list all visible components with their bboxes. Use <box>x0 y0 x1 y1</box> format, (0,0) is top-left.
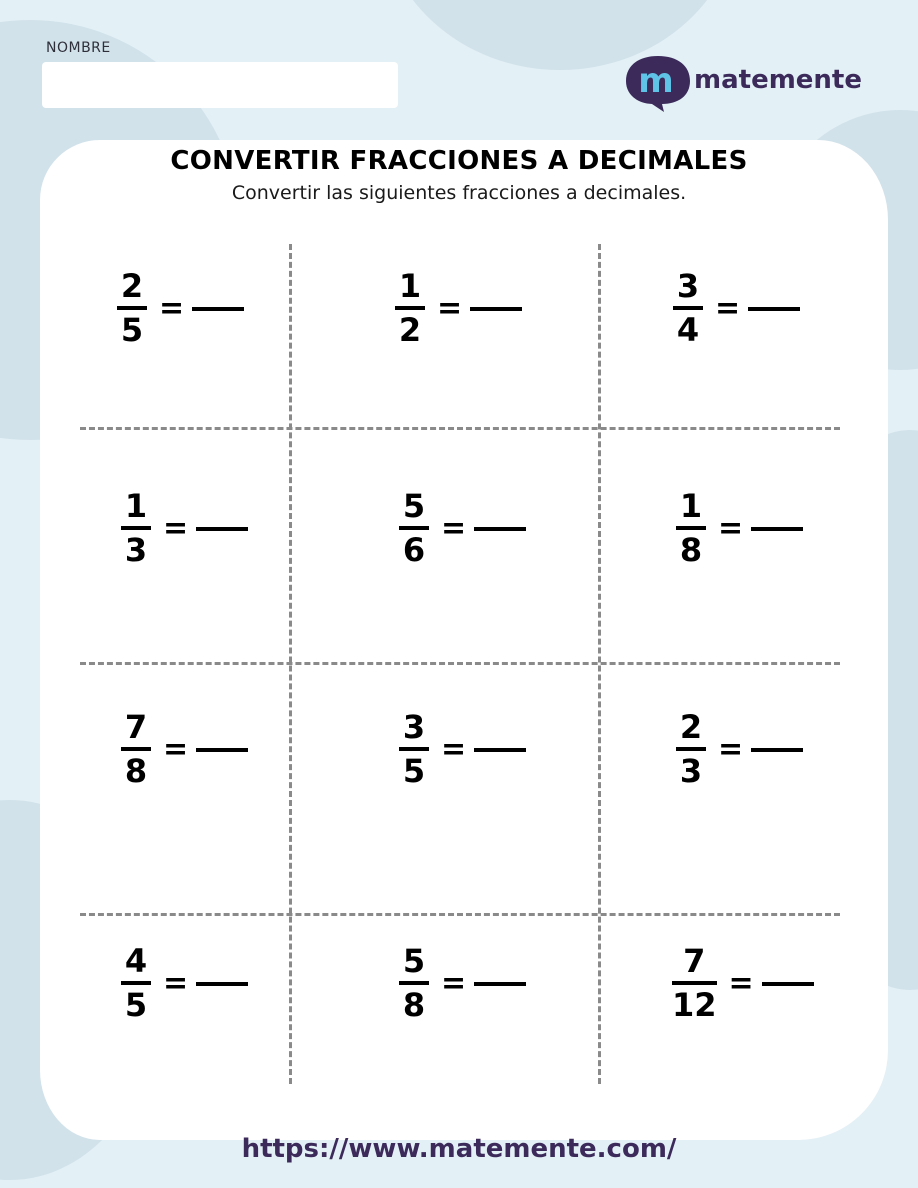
answer-blank[interactable] <box>748 307 800 311</box>
equals-sign: = <box>728 965 754 1001</box>
numerator: 7 <box>683 942 706 980</box>
answer-blank[interactable] <box>192 307 244 311</box>
name-field[interactable] <box>42 62 398 108</box>
fraction-problem <box>395 267 522 349</box>
numerator: 1 <box>679 487 703 525</box>
brand-name: matemente <box>694 65 862 95</box>
denominator: 5 <box>124 986 148 1024</box>
denominator: 8 <box>679 531 703 569</box>
answer-blank[interactable] <box>474 748 526 752</box>
denominator: 5 <box>120 311 144 349</box>
fraction-problem <box>121 487 248 569</box>
answer-blank[interactable] <box>762 982 814 986</box>
logo-letter: m <box>638 61 674 101</box>
row-divider <box>80 662 840 665</box>
fraction-problem <box>672 942 814 1024</box>
fraction-problem <box>121 708 248 790</box>
answer-blank[interactable] <box>751 527 803 531</box>
answer-blank[interactable] <box>196 527 248 531</box>
numerator: 1 <box>124 487 148 525</box>
denominator: 8 <box>124 752 148 790</box>
denominator: 2 <box>398 311 422 349</box>
fraction-problem <box>399 942 526 1024</box>
equals-sign: = <box>159 290 185 326</box>
numerator: 2 <box>679 708 703 746</box>
speech-bubble-logo-icon <box>624 52 692 114</box>
equals-sign: = <box>715 290 741 326</box>
equals-sign: = <box>441 731 467 767</box>
denominator: 5 <box>402 752 426 790</box>
brand-logo[interactable] <box>624 52 862 114</box>
numerator: 2 <box>120 267 144 305</box>
equals-sign: = <box>437 290 463 326</box>
numerator: 7 <box>124 708 148 746</box>
numerator: 1 <box>398 267 422 305</box>
denominator: 4 <box>676 311 700 349</box>
answer-blank[interactable] <box>196 982 248 986</box>
row-divider <box>80 913 840 916</box>
equals-sign: = <box>163 731 189 767</box>
name-label: NOMBRE <box>46 40 111 56</box>
answer-blank[interactable] <box>196 748 248 752</box>
equals-sign: = <box>441 965 467 1001</box>
equals-sign: = <box>441 510 467 546</box>
row-divider <box>80 427 840 430</box>
answer-blank[interactable] <box>474 527 526 531</box>
fraction-problem <box>676 708 803 790</box>
numerator: 4 <box>124 942 148 980</box>
denominator: 6 <box>402 531 426 569</box>
denominator: 3 <box>124 531 148 569</box>
answer-blank[interactable] <box>751 748 803 752</box>
fraction-problem <box>673 267 800 349</box>
numerator: 3 <box>676 267 700 305</box>
numerator: 5 <box>402 942 426 980</box>
worksheet-instructions: Convertir las siguientes fracciones a decimales. <box>231 182 687 204</box>
equals-sign: = <box>718 510 744 546</box>
answer-blank[interactable] <box>470 307 522 311</box>
fraction-problem <box>117 267 244 349</box>
fraction-problem <box>399 487 526 569</box>
worksheet-title: CONVERTIR FRACCIONES A DECIMALES <box>170 146 748 176</box>
denominator: 8 <box>402 986 426 1024</box>
equals-sign: = <box>718 731 744 767</box>
fraction-problem <box>676 487 803 569</box>
fraction-problem <box>399 708 526 790</box>
footer-url[interactable]: https://www.matemente.com/ <box>241 1134 677 1164</box>
equals-sign: = <box>163 510 189 546</box>
fraction-problem <box>121 942 248 1024</box>
denominator: 12 <box>672 986 717 1024</box>
numerator: 3 <box>402 708 426 746</box>
equals-sign: = <box>163 965 189 1001</box>
answer-blank[interactable] <box>474 982 526 986</box>
numerator: 5 <box>402 487 426 525</box>
denominator: 3 <box>679 752 703 790</box>
